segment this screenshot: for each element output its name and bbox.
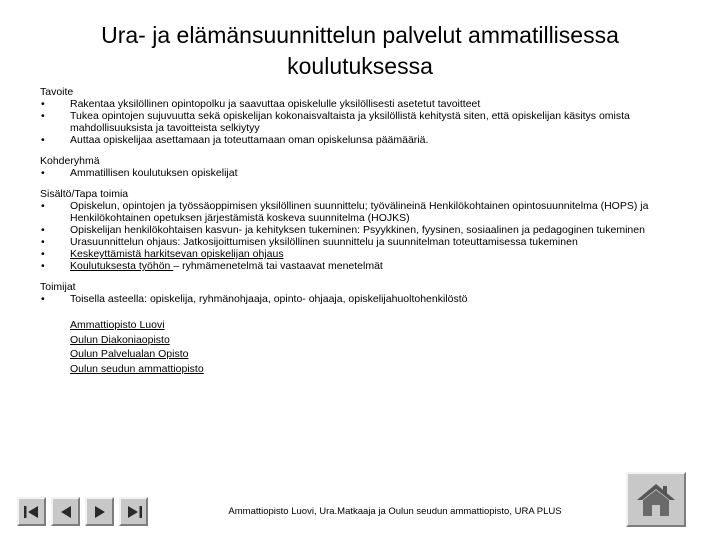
section-heading: Sisältö/Tapa toimia: [40, 188, 129, 200]
section-heading: Tavoite: [40, 86, 74, 98]
list-item-text: Tukea opintojen sujuvuutta sekä opiskelijan kokonaisvaltaista ja yksilöllistä kehitystä siten, että opiskelijan käsitys omista mahdollisuuksista ja tavoitteista selkiytyy: [70, 110, 630, 134]
bullet-glyph: •: [41, 110, 45, 122]
section-heading: Kohderyhmä: [40, 155, 100, 167]
link-oulun-palvelualan-opisto[interactable]: Oulun Palvelualan Opisto: [70, 348, 189, 360]
list-item: [40, 200, 710, 224]
home-button[interactable]: [626, 472, 686, 527]
list-item-text: Rakentaa yksilöllinen opintopolku ja saavuttaa opiskelulle yksilöllisesti asetetut tavoitteet: [70, 98, 481, 110]
link-oulun-diakoniaopisto[interactable]: Oulun Diakoniaopisto: [70, 333, 170, 346]
last-slide-button[interactable]: [119, 497, 148, 526]
previous-slide-icon: [56, 504, 76, 520]
list-item: [40, 293, 710, 305]
bullet-glyph: •: [41, 260, 45, 272]
list-item: [40, 248, 710, 260]
next-slide-button[interactable]: [85, 497, 114, 526]
previous-slide-button[interactable]: [51, 497, 80, 526]
list-item-text: Urasuunnittelun ohjaus: Jatkosijoittumisen yksilöllinen suunnittelu ja suunnitelman toteuttamisessa tukeminen: [70, 236, 578, 248]
page-title: Ura- ja elämänsuunnittelun palvelut ammatillisessa koulutuksessa: [101, 22, 619, 79]
organization-links: [40, 318, 710, 376]
section-heading: Toimijat: [40, 281, 76, 293]
list-item: [40, 110, 710, 134]
list-item-text: Opiskelun, opintojen ja työssäoppimisen yksilöllinen suunnittelu; työvälineinä Henkilökohtainen opintosuunnitelma (HOPS) ja Henkilökohtainen opetuksen järjestämistä koskeva suunnitelma (HOJKS): [70, 200, 649, 224]
next-slide-icon: [90, 504, 110, 520]
list-item: [40, 260, 710, 272]
bullet-list: [40, 98, 710, 146]
slide-content: [40, 86, 710, 376]
last-slide-icon: [124, 504, 144, 520]
section-kohderyhma: [40, 155, 710, 179]
list-item-text: Auttaa opiskelijaa asettamaan ja toteuttamaan oman opiskelunsa päämääriä.: [70, 134, 429, 146]
list-item: [40, 167, 710, 179]
section-tavoite: [40, 86, 710, 146]
link-oulun-seudun-ammattiopisto[interactable]: Oulun seudun ammattiopisto: [70, 362, 204, 375]
list-item: [40, 134, 710, 146]
home-icon: [635, 481, 677, 519]
list-item-text: – ryhmämenetelmä tai vastaavat menetelmät: [173, 260, 383, 272]
list-item-text: Opiskelijan henkilökohtaisen kasvun- ja kehityksen tukeminen: Psyykkinen, fyysinen, sosiaalinen ja pedagoginen tukeminen: [70, 224, 645, 236]
bullet-glyph: •: [41, 200, 45, 212]
bullet-list: [40, 200, 710, 272]
first-slide-icon: [22, 504, 42, 520]
footer-text: Ammattiopisto Luovi, Ura.Matkaaja ja Oulun seudun ammattiopisto, URA PLUS: [228, 506, 562, 517]
bullet-glyph: •: [41, 248, 45, 260]
list-item: [40, 98, 710, 110]
slide-navigation: [17, 497, 148, 526]
list-item-text: Ammatillisen koulutuksen opiskelijat: [70, 167, 238, 179]
list-item: [40, 236, 710, 248]
bullet-glyph: •: [41, 98, 45, 110]
bullet-glyph: •: [41, 236, 45, 248]
first-slide-button[interactable]: [17, 497, 46, 526]
bullet-glyph: •: [41, 134, 45, 146]
bullet-list: [40, 293, 710, 305]
list-item: [40, 224, 710, 236]
list-item-text: Toisella asteella: opiskelija, ryhmänohjaaja, opinto- ohjaaja, opiskelijahuoltohenkilöstö: [70, 293, 468, 305]
bullet-glyph: •: [41, 224, 45, 236]
koulutuksesta-tyohon-link[interactable]: Koulutuksesta työhön: [70, 260, 174, 272]
section-sisalto: [40, 188, 710, 272]
link-ammattiopisto-luovi[interactable]: Ammattiopisto Luovi: [70, 319, 165, 331]
bullet-list: [40, 167, 710, 179]
section-toimijat: [40, 281, 710, 305]
bullet-glyph: •: [41, 293, 45, 305]
bullet-glyph: •: [41, 167, 45, 179]
keskeyttamista-link[interactable]: Keskeyttämistä harkitsevan opiskelijan ohjaus: [70, 248, 284, 260]
